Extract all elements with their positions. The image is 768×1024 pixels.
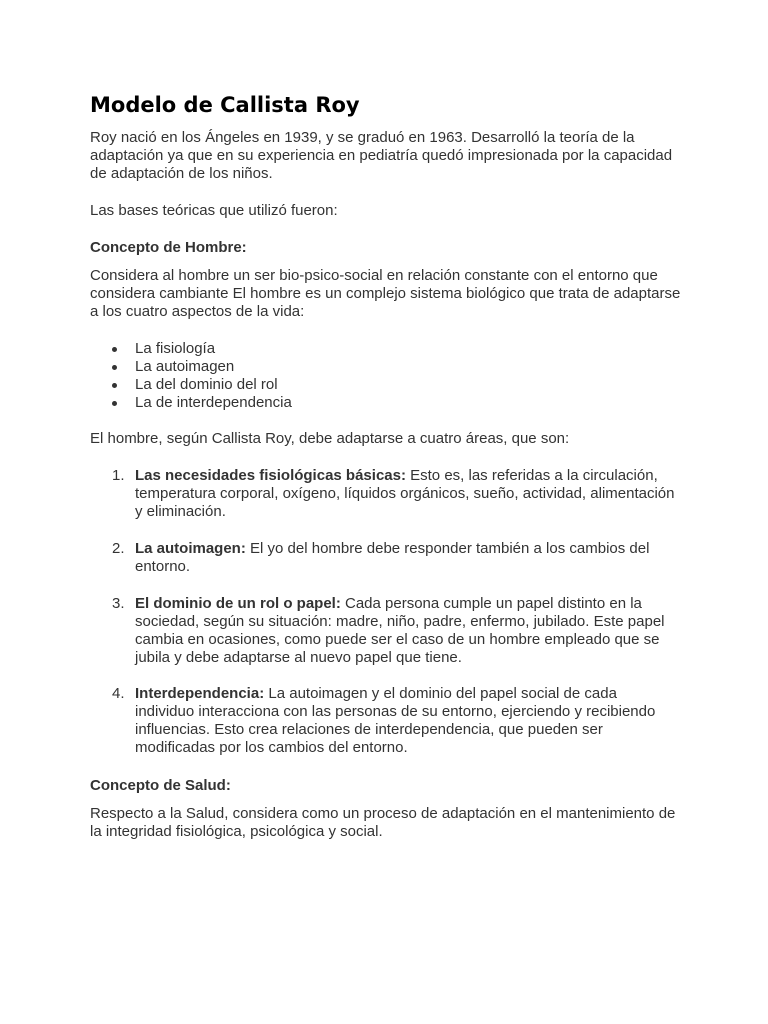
bases-intro-paragraph: Las bases teóricas que utilizó fueron: — [90, 202, 338, 219]
bullet-icon — [112, 401, 117, 406]
area-label: Las necesidades fisiológicas básicas: — [135, 467, 406, 484]
area-content — [135, 685, 680, 757]
area-label: La autoimagen: — [135, 540, 246, 557]
area-text: Esto es, las referidas a la circulación, temperatura corporal, oxígeno, líquidos orgánicos, sueño, actividad, alimentación y eliminación. — [135, 467, 675, 520]
area-content — [135, 540, 680, 576]
area-label: Interdependencia: — [135, 685, 265, 702]
hombre-paragraph: Considera al hombre un ser bio-psico-social en relación constante con el entorno que considera cambiante El hombre es un complejo sistema biológico que trata de adaptarse a los cuatro aspectos de la vida: — [90, 267, 681, 320]
salud-heading: Concepto de Salud: — [90, 777, 231, 794]
area-number: 2. — [112, 540, 125, 557]
area-content — [135, 595, 680, 667]
intro-paragraph: Roy nació en los Ángeles en 1939, y se graduó en 1963. Desarrolló la teoría de la adaptación ya que en su experiencia en pediatría quedó impresionada por la capacidad de adaptación de los niños. — [90, 129, 673, 182]
page-title: Modelo de Callista Roy — [90, 93, 360, 117]
list-item — [90, 376, 690, 394]
bullet-icon — [112, 347, 117, 352]
area-label: El dominio de un rol o papel: — [135, 595, 341, 612]
area-item-3 — [90, 595, 680, 667]
aspects-list — [90, 340, 690, 412]
aspect-label: La fisiología — [135, 340, 216, 357]
area-item-4 — [90, 685, 680, 757]
list-item — [90, 358, 690, 376]
aspect-label: La de interdependencia — [135, 394, 292, 411]
list-item — [90, 394, 690, 412]
hombre-heading: Concepto de Hombre: — [90, 239, 247, 256]
aspect-label: La del dominio del rol — [135, 376, 278, 393]
area-number: 1. — [112, 467, 125, 484]
area-number: 3. — [112, 595, 125, 612]
area-content — [135, 467, 680, 521]
aspect-label: La autoimagen — [135, 358, 235, 375]
area-text: La autoimagen y el dominio del papel social de cada individuo interacciona con las personas de su entorno, ejerciendo y recibiendo influencias. Esto crea relaciones de interdependencia, que pueden ser modificadas por los cambios del entorno. — [135, 685, 656, 756]
area-item-2 — [90, 540, 680, 576]
area-number: 4. — [112, 685, 125, 702]
area-text: Cada persona cumple un papel distinto en la sociedad, según su situación: madre, niño, padre, enfermo, jubilado. Este papel cambia en ocasiones, como puede ser el caso de un hombre empleado que se jubila y debe adaptarse al nuevo papel que tiene. — [135, 595, 665, 666]
list-item — [90, 340, 690, 358]
bullet-icon — [112, 383, 117, 388]
area-text: El yo del hombre debe responder también a los cambios del entorno. — [135, 540, 650, 575]
area-item-1 — [90, 467, 680, 521]
areas-intro-paragraph: El hombre, según Callista Roy, debe adaptarse a cuatro áreas, que son: — [90, 430, 570, 447]
salud-paragraph: Respecto a la Salud, considera como un proceso de adaptación en el mantenimiento de la integridad fisiológica, psicológica y social. — [90, 805, 676, 840]
bullet-icon — [112, 365, 117, 370]
